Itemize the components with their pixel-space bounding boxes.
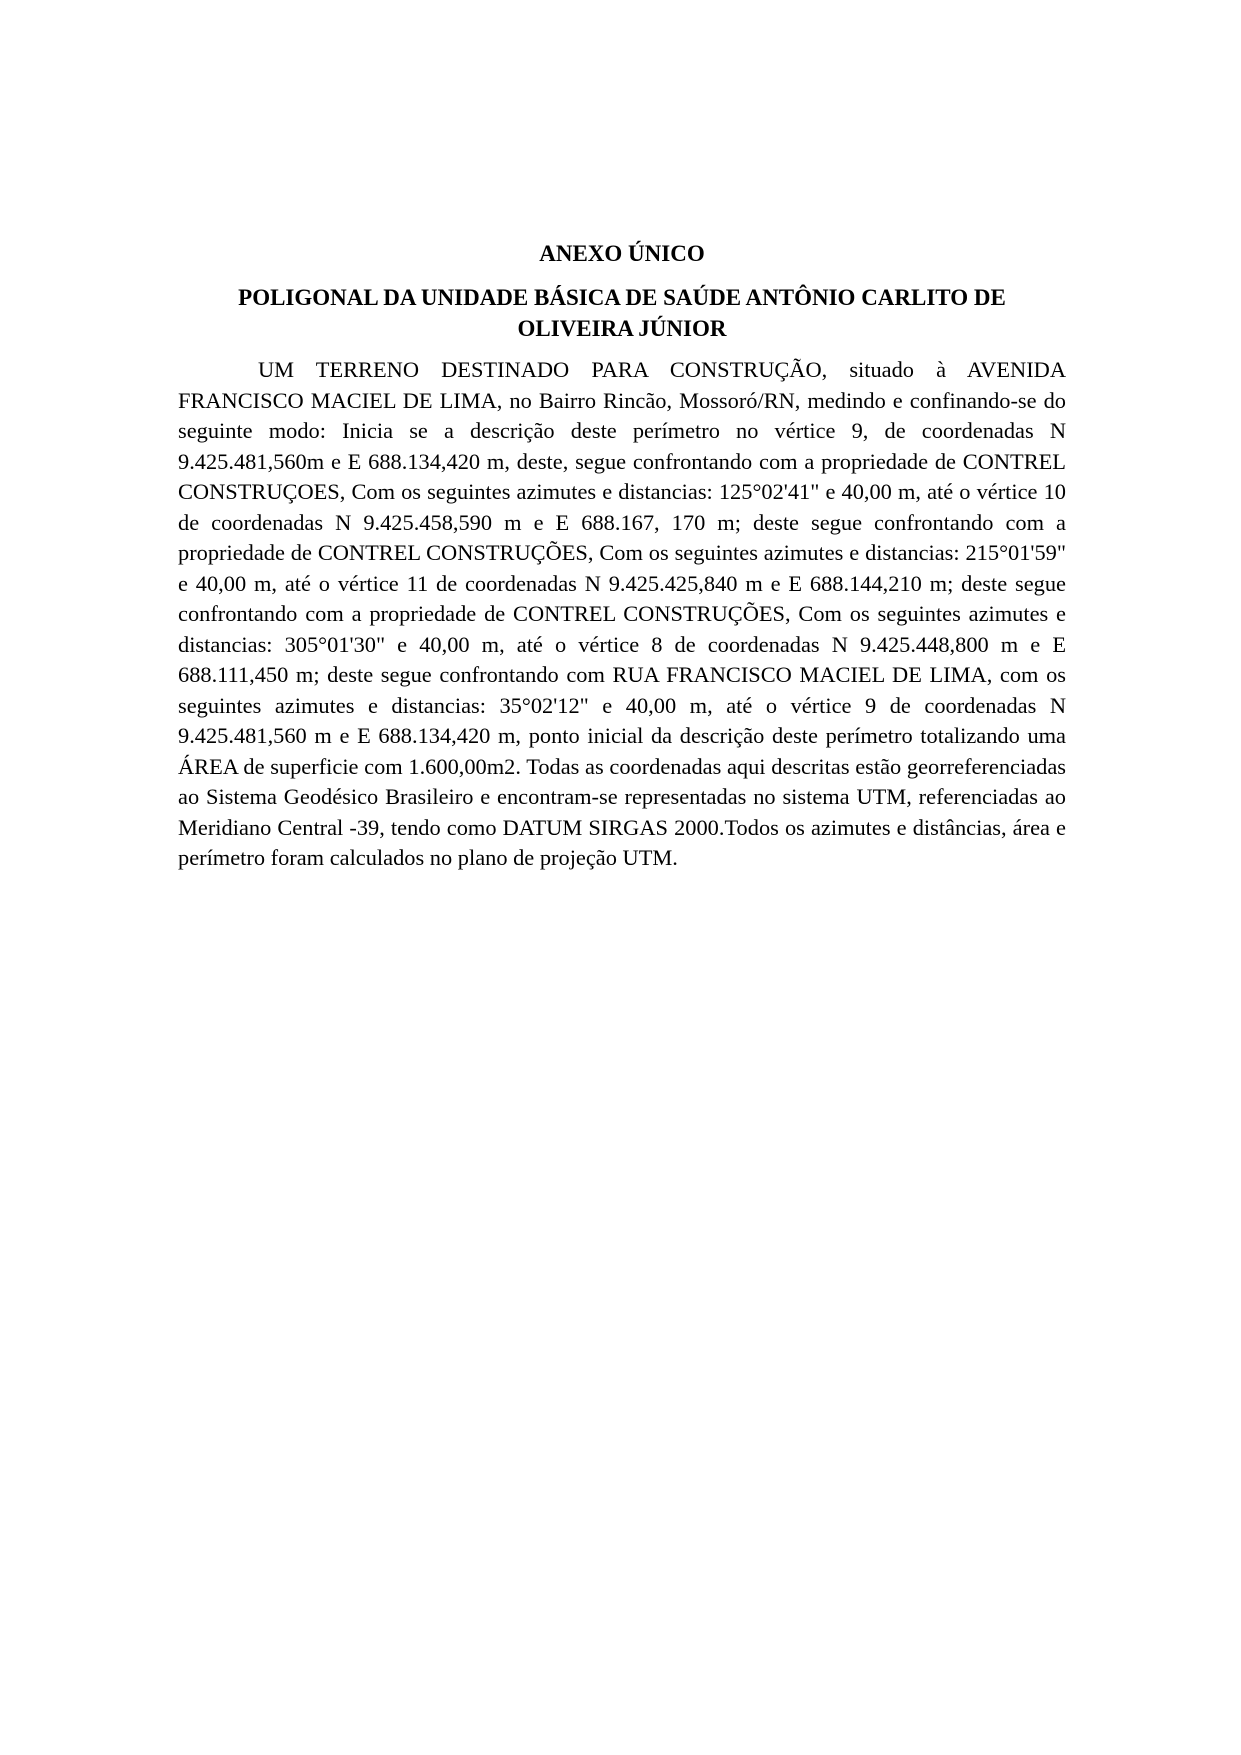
perimeter-description: UM TERRENO DESTINADO PARA CONSTRUÇÃO, situado à AVENIDA FRANCISCO MACIEL DE LIMA, no Bairro Rincão, Mossoró/RN, medindo e confinando-se do seguinte modo: Inicia se a descrição deste perímetro no vértice 9, de coordenadas N 9.425.481,560m e E 688.134,420 m, deste, segue confrontando com a propriedade de CONTREL CONSTRUÇOES, Com os seguintes azimutes e distancias: 125°02'41" e 40,00 m, até o vértice 10 de coordenadas N 9.425.458,590 m e E 688.167, 170 m; deste segue confrontando com a propriedade de CONTREL CONSTRUÇÕES, Com os seguintes azimutes e distancias: 215°01'59" e 40,00 m, até o vértice 11 de coordenadas N 9.425.425,840 m e E 688.144,210 m; deste segue confrontando com a propriedade de CONTREL CONSTRUÇÕES, Com os seguintes azimutes e distancias: 305°01'30" e 40,00 m, até o vértice 8 de coordenadas N 9.425.448,800 m e E 688.111,450 m; deste segue confrontando com RUA FRANCISCO MACIEL DE LIMA, com os seguintes azimutes e distancias: 35°02'12" e 40,00 m, até o vértice 9 de coordenadas N 9.425.481,560 m e E 688.134,420 m, ponto inicial da descrição deste perímetro totalizando uma ÁREA de superficie com 1.600,00m2. Todas as coordenadas aqui descritas estão georreferenciadas ao Sistema Geodésico Brasileiro e encontram-se representadas no sistema UTM, referenciadas ao Meridiano Central -39, tendo como DATUM SIRGAS 2000.Todos os azimutes e distâncias, área e perímetro foram calculados no plano de projeção UTM. [178,357,1066,870]
annex-title: ANEXO ÚNICO [539,241,705,266]
document-title: POLIGONAL DA UNIDADE BÁSICA DE SAÚDE ANTÔNIO CARLITO DE OLIVEIRA JÚNIOR [238,285,1006,341]
document-page [178,238,1066,874]
